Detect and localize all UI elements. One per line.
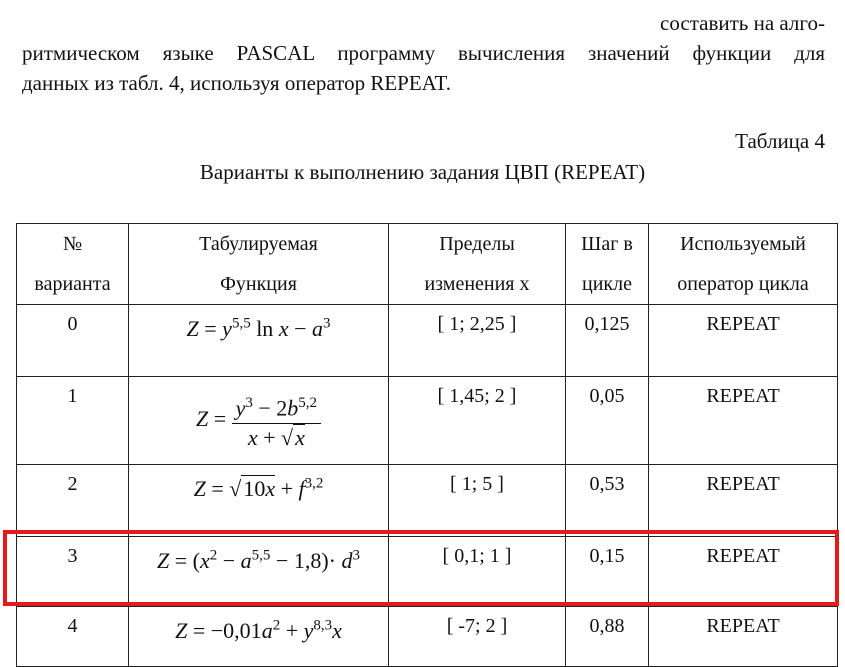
formula-2: $Z = √10x + f^{3,2}$	[193, 476, 324, 502]
table-row	[17, 377, 838, 465]
cell-function	[129, 305, 389, 377]
cell-step: 0,15	[566, 537, 649, 607]
cell-variant: 4	[17, 607, 129, 667]
cell-operator: REPEAT	[649, 607, 838, 667]
table-row	[17, 465, 838, 537]
cell-variant: 1	[17, 377, 129, 465]
table-title: Варианты к выполнению задания ЦВП (REPEAT)	[199, 160, 646, 184]
paragraph-line-3: данных из табл. 4, используя оператор REPEAT.	[22, 71, 452, 95]
cell-step: 0,125	[566, 305, 649, 377]
table-number: Таблица 4	[735, 129, 825, 153]
cell-function	[129, 377, 389, 465]
header-operator: Используемый оператор цикла	[649, 224, 838, 305]
cell-operator: REPEAT	[649, 305, 838, 377]
cell-range: [ 1,45; 2 ]	[389, 377, 566, 465]
paragraph-line-2: ритмическом языке PASCAL программу вычисления значений функции для	[22, 41, 825, 65]
cell-range: [ 1; 5 ]	[389, 465, 566, 537]
header-range: Пределы изменения x	[389, 224, 566, 305]
cell-variant: 0	[17, 305, 129, 377]
cell-operator: REPEAT	[649, 377, 838, 465]
formula-1: Z = $\frac{y^3 - 2b^{5,2}}{x + √x}$	[196, 406, 321, 431]
cell-step: 0,88	[566, 607, 649, 667]
table-row	[17, 607, 838, 667]
formula-4: $Z = -0,01a^2 + y^{8,3}x$	[175, 618, 342, 644]
cell-operator: REPEAT	[649, 465, 838, 537]
cell-step: 0,53	[566, 465, 649, 537]
cell-variant: 2	[17, 465, 129, 537]
cell-step: 0,05	[566, 377, 649, 465]
table-row	[17, 305, 838, 377]
cell-function	[129, 465, 389, 537]
formula-3: $Z = (x^2 - a^{5,5} - 1,8)\cdot d^3$	[157, 548, 360, 574]
header-variant: № варианта	[17, 224, 129, 305]
paragraph-line-1: составить на алго-	[660, 11, 825, 35]
header-function: Табулируемая Функция	[129, 224, 389, 305]
row-highlight-box	[3, 530, 839, 606]
table-header-row	[17, 224, 838, 305]
formula-0: $Z = y^{5,5}$ $\ln x - a^3$	[186, 316, 331, 342]
cell-range: [ -7; 2 ]	[389, 607, 566, 667]
intro-paragraph	[22, 8, 825, 98]
cell-range: [ 1; 2,25 ]	[389, 305, 566, 377]
header-step: Шаг в цикле	[566, 224, 649, 305]
cell-range: [ 0,1; 1 ]	[389, 537, 566, 607]
cell-operator: REPEAT	[649, 537, 838, 607]
cell-variant: 3	[17, 537, 129, 607]
cell-function	[129, 607, 389, 667]
